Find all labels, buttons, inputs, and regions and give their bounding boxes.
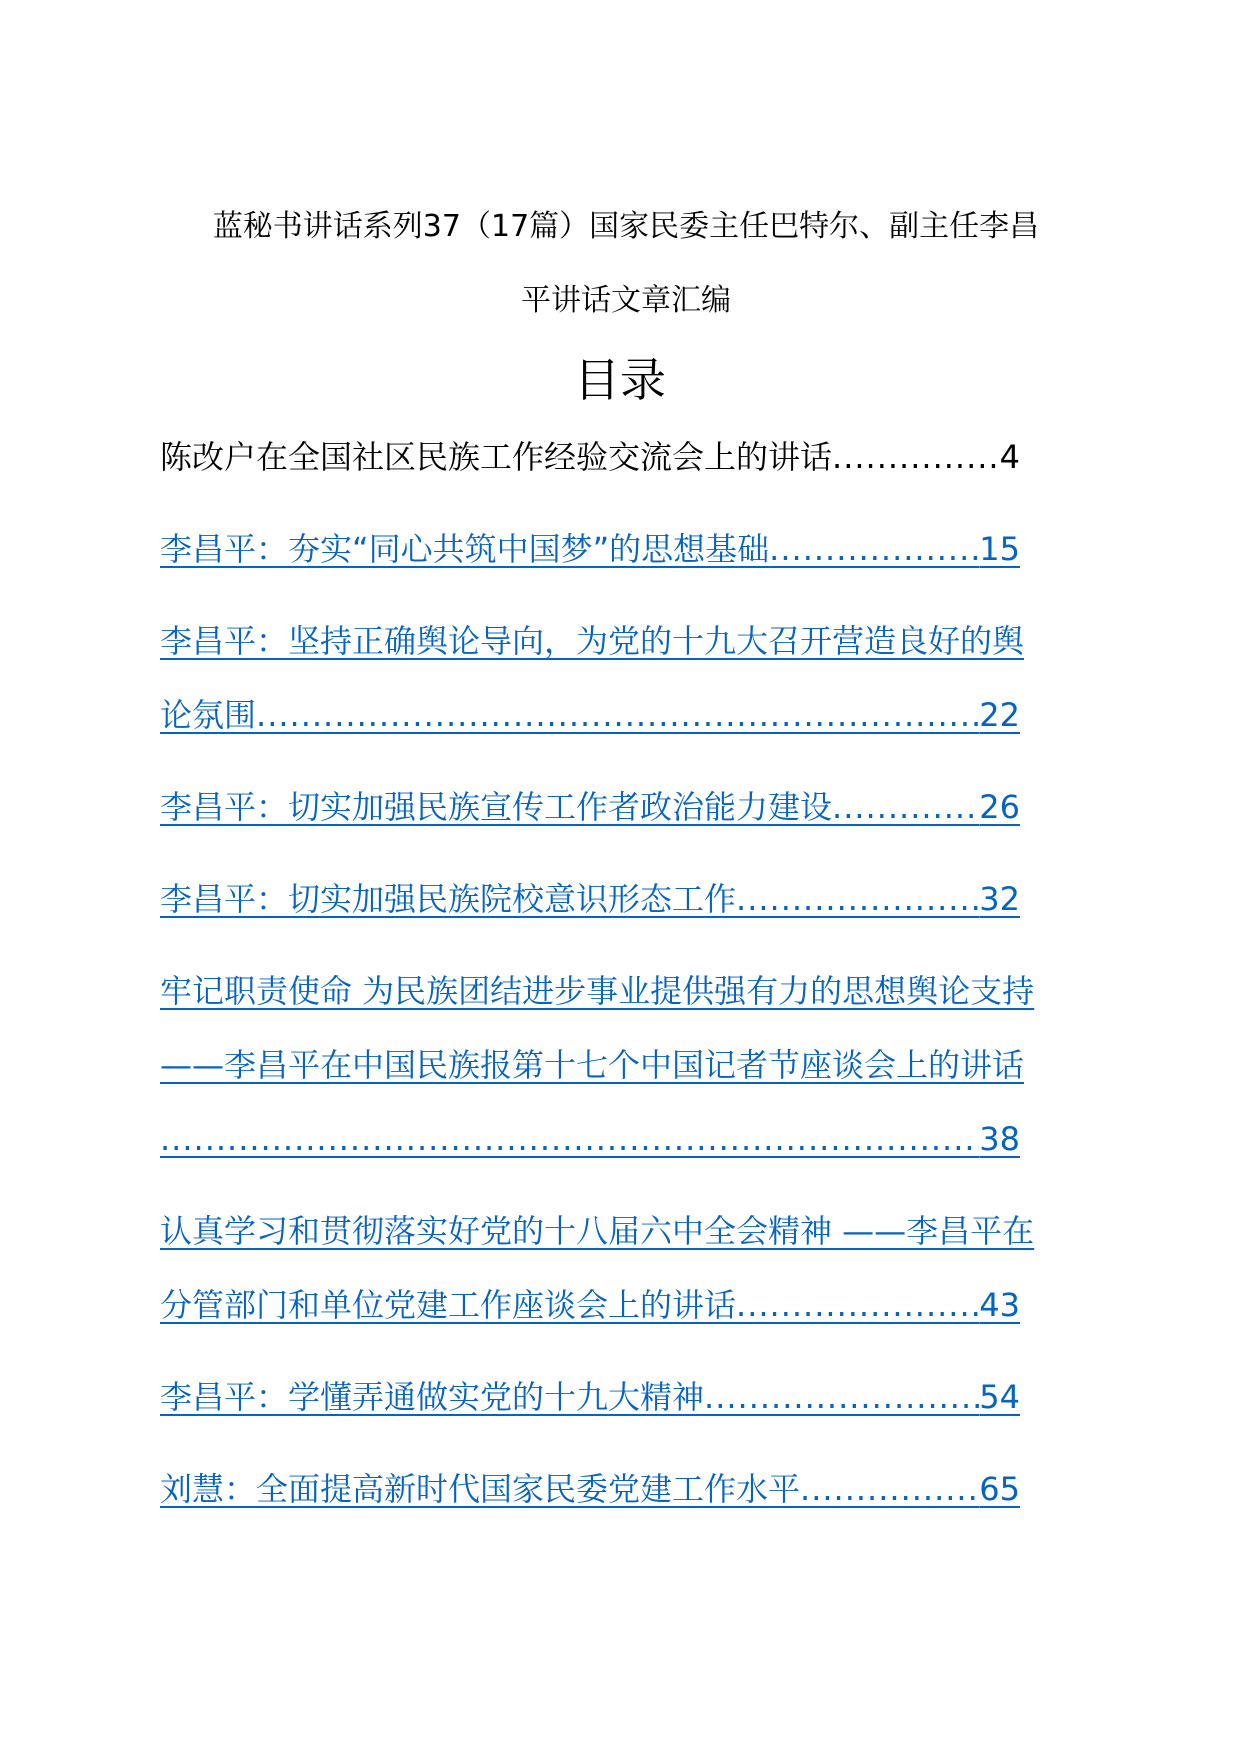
toc-entry-7[interactable] [160, 1194, 1092, 1342]
toc-entry-text: 李昌平：切实加强民族院校意识形态工作 [160, 880, 737, 918]
toc-entry-page: 4 [999, 438, 1020, 476]
toc-entry-text: 李昌平：夯实“同心共筑中国梦”的思想基础 [160, 530, 770, 568]
document-title-line-2: 平讲话文章汇编 [521, 283, 731, 318]
toc-entry-page: 38 [979, 1120, 1020, 1158]
toc-heading: 目录 [574, 353, 666, 407]
toc-entry-3[interactable] [160, 604, 1092, 752]
dot-leader [256, 678, 979, 752]
toc-entry-line: 认真学习和贯彻落实好党的十八届六中全会精神 ——李昌平在 [160, 1212, 1035, 1250]
toc-entry-text: 刘慧：全面提高新时代国家民委党建工作水平 [160, 1470, 801, 1508]
toc-entry-2[interactable] [160, 512, 1092, 586]
toc-entry-text: 陈改户在全国社区民族工作经验交流会上的讲话 [160, 438, 833, 476]
dot-leader [736, 1268, 979, 1342]
toc-entry-8[interactable] [160, 1360, 1092, 1434]
document-title-line-1: 蓝秘书讲话系列37（17篇）国家民委主任巴特尔、副主任李昌 [212, 209, 1040, 244]
toc-entry-page: 32 [979, 880, 1020, 918]
toc-entry-page: 26 [979, 788, 1020, 826]
toc-entry-1[interactable] [160, 420, 1092, 494]
dot-leader [704, 1360, 979, 1434]
toc-entry-page: 22 [979, 696, 1020, 734]
dot-leader [832, 420, 1000, 494]
toc-entry-text: 李昌平：学懂弄通做实党的十九大精神 [160, 1378, 705, 1416]
dot-leader [736, 862, 979, 936]
document-title [160, 190, 1092, 338]
toc-entry-line: 李昌平：坚持正确舆论导向，为党的十九大召开营造良好的舆 [160, 622, 1025, 660]
toc-entry-text: 论氛围 [160, 696, 257, 734]
toc-entry-page: 15 [979, 530, 1020, 568]
toc-entry-line: 牢记职责使命 为民族团结进步事业提供强有力的思想舆论支持 [160, 972, 1035, 1010]
toc-entry-4[interactable] [160, 770, 1092, 844]
dot-leader [800, 1452, 979, 1526]
dot-leader [832, 770, 979, 844]
table-of-contents [160, 420, 1092, 1544]
toc-entry-page: 43 [979, 1286, 1020, 1324]
dot-leader [160, 1102, 979, 1176]
toc-entry-5[interactable] [160, 862, 1092, 936]
toc-entry-page: 65 [979, 1470, 1020, 1508]
toc-entry-text: 李昌平：切实加强民族宣传工作者政治能力建设 [160, 788, 833, 826]
toc-entry-9[interactable] [160, 1452, 1092, 1526]
toc-entry-text: 分管部门和单位党建工作座谈会上的讲话 [160, 1286, 737, 1324]
toc-entry-6[interactable] [160, 954, 1092, 1176]
toc-entry-page: 54 [979, 1378, 1020, 1416]
toc-entry-line: ——李昌平在中国民族报第十七个中国记者节座谈会上的讲话 [160, 1046, 1025, 1084]
dot-leader [769, 512, 979, 586]
